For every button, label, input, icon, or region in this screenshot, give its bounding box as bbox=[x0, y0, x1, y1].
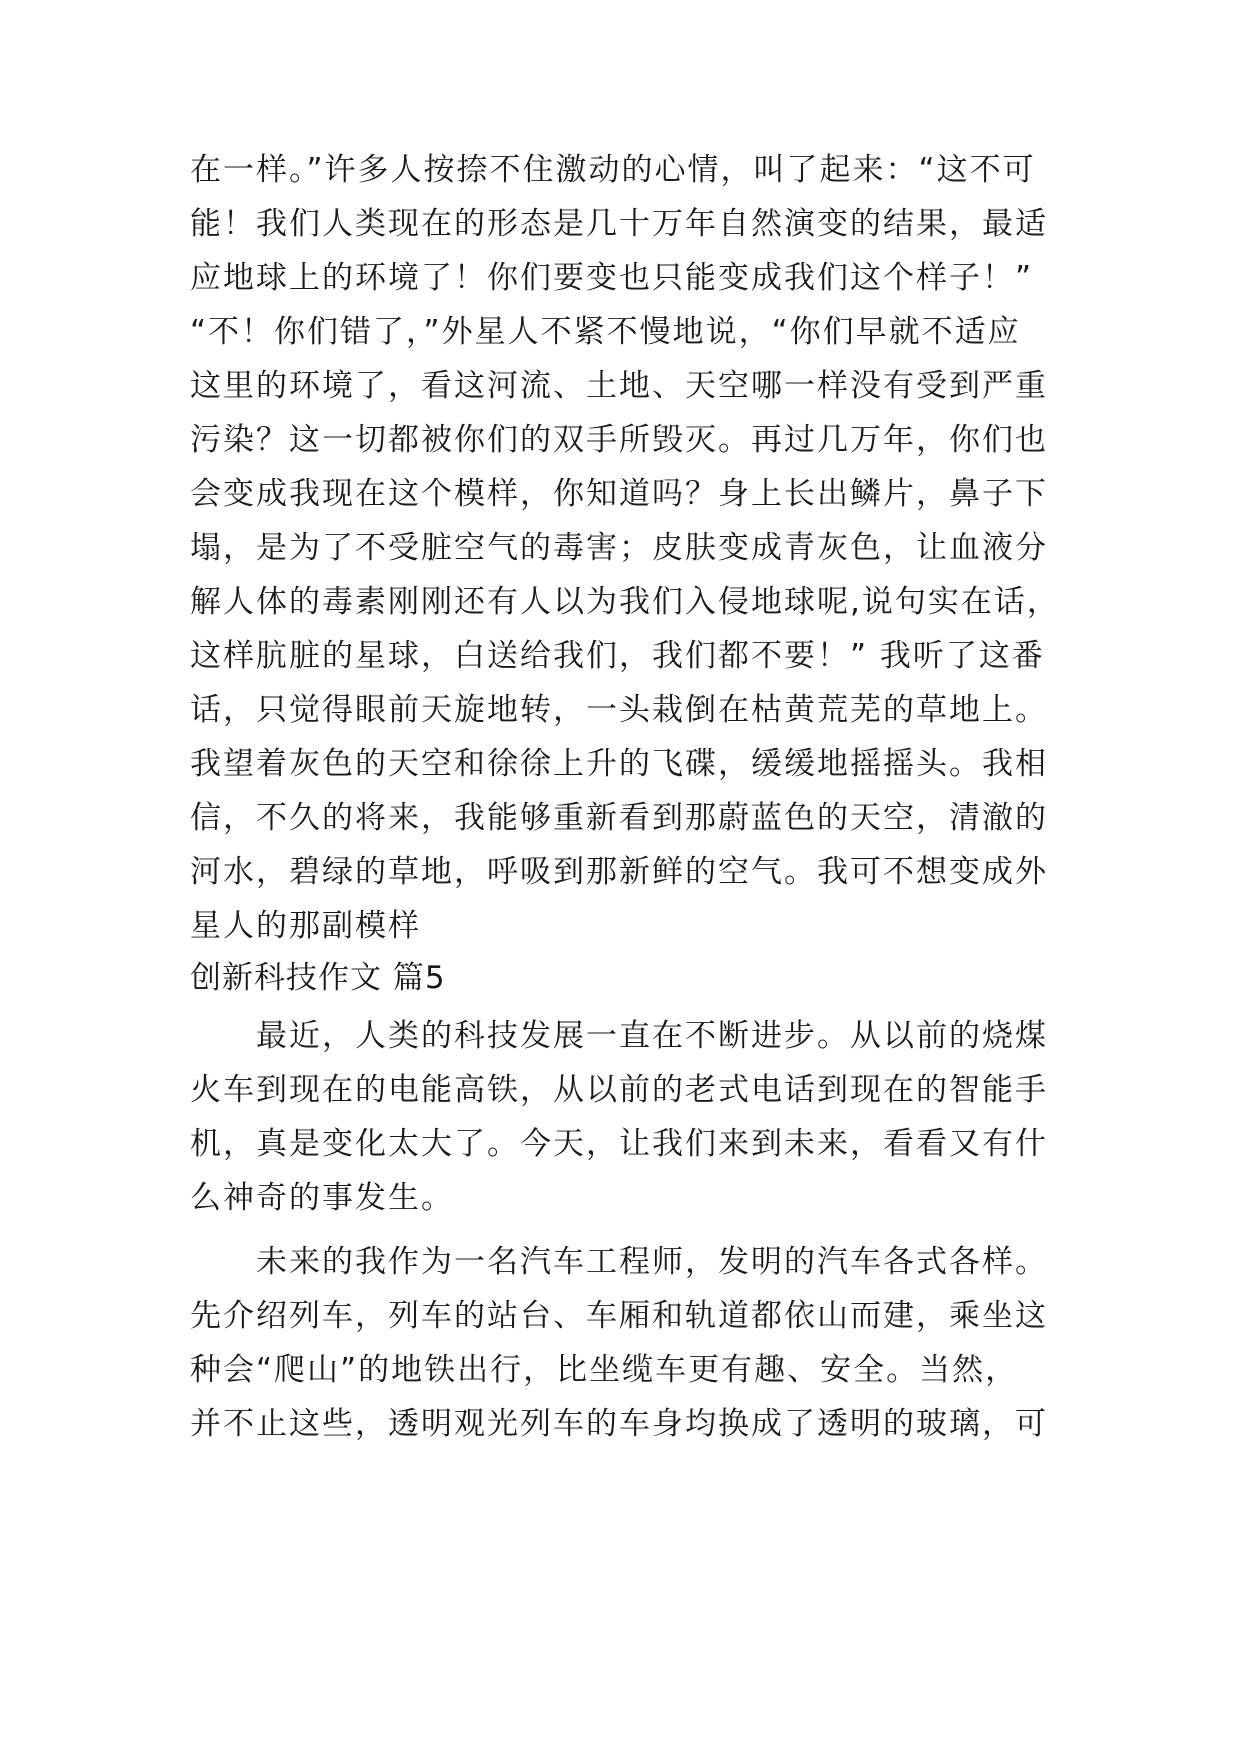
text-line: 火车到现在的电能高铁，从以前的老式电话到现在的智能手 bbox=[190, 1072, 1048, 1108]
text-line: 种会“爬山”的地铁出行，比坐缆车更有趣、安全。当然， bbox=[190, 1352, 1019, 1388]
text-line: 河水，碧绿的草地，呼吸到那新鲜的空气。我可不想变成外 bbox=[190, 854, 1048, 890]
text-line: 塌，是为了不受脏空气的毒害；皮肤变成青灰色，让血液分 bbox=[190, 530, 1048, 566]
text-line: “不！你们错了，”外星人不紧不慢地说，“你们早就不适应 bbox=[190, 314, 1021, 350]
text-line: 最近，人类的科技发展一直在不断进步。从以前的烧煤 bbox=[190, 1018, 1048, 1054]
text-line: 解人体的毒素刚刚还有人以为我们入侵地球呢,说句实在话， bbox=[190, 584, 1060, 620]
text-line: 污染？这一切都被你们的双手所毁灭。再过几万年，你们也 bbox=[190, 422, 1048, 458]
text-line: 么神奇的事发生。 bbox=[190, 1180, 454, 1216]
text-line: 星人的那副模样 bbox=[190, 908, 421, 944]
text-line: 这样肮脏的星球，白送给我们，我们都不要！” 我听了这番 bbox=[190, 638, 1045, 674]
text-line: 会变成我现在这个模样，你知道吗？身上长出鳞片，鼻子下 bbox=[190, 476, 1048, 512]
text-line: 先介绍列车，列车的站台、车厢和轨道都依山而建，乘坐这 bbox=[190, 1298, 1048, 1334]
text-line: 话，只觉得眼前天旋地转，一头栽倒在枯黄荒芜的草地上。 bbox=[190, 692, 1048, 728]
text-line: 信，不久的将来，我能够重新看到那蔚蓝色的天空，清澈的 bbox=[190, 800, 1048, 836]
text-line: 能！我们人类现在的形态是几十万年自然演变的结果，最适 bbox=[190, 206, 1048, 242]
text-line: 并不止这些，透明观光列车的车身均换成了透明的玻璃，可 bbox=[190, 1406, 1048, 1442]
text-line: 在一样。”许多人按捺不住激动的心情，叫了起来：“这不可 bbox=[190, 152, 1036, 188]
text-line: 这里的环境了，看这河流、土地、天空哪一样没有受到严重 bbox=[190, 368, 1048, 404]
section-heading: 创新科技作文 篇5 bbox=[190, 960, 446, 996]
text-line: 机，真是变化太大了。今天，让我们来到未来，看看又有什 bbox=[190, 1126, 1048, 1162]
text-line: 我望着灰色的天空和徐徐上升的飞碟，缓缓地摇摇头。我相 bbox=[190, 746, 1048, 782]
text-line: 未来的我作为一名汽车工程师，发明的汽车各式各样。 bbox=[190, 1244, 1048, 1280]
text-line: 应地球上的环境了！你们要变也只能变成我们这个样子！” bbox=[190, 260, 1034, 296]
